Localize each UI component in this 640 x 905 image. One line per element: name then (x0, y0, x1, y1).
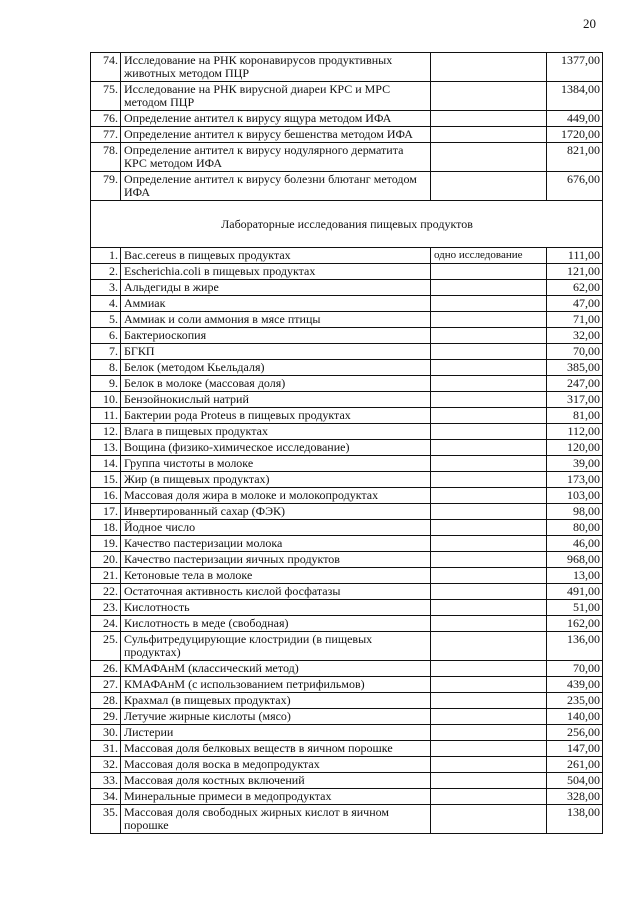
row-number: 76. (91, 111, 121, 127)
price-value: 46,00 (547, 536, 603, 552)
price-value: 247,00 (547, 376, 603, 392)
table-row (91, 584, 603, 600)
food-tests-rows (91, 248, 603, 834)
price-value: 62,00 (547, 280, 603, 296)
row-number: 15. (91, 472, 121, 488)
price-value: 80,00 (547, 520, 603, 536)
section-title: Лабораторные исследования пищевых продуктов (91, 201, 603, 248)
test-name: Кислотность в меде (свободная) (121, 616, 431, 632)
table-row (91, 172, 603, 201)
row-number: 27. (91, 677, 121, 693)
section-header (91, 201, 603, 248)
test-name: Крахмал (в пищевых продуктах) (121, 693, 431, 709)
test-name: Вощина (физико-химическое исследование) (121, 440, 431, 456)
test-name: Аммиак (121, 296, 431, 312)
price-value: 261,00 (547, 757, 603, 773)
price-value: 256,00 (547, 725, 603, 741)
unit-of-measure (431, 616, 547, 632)
row-number: 20. (91, 552, 121, 568)
price-value: 173,00 (547, 472, 603, 488)
unit-of-measure (431, 280, 547, 296)
test-name: Определение антител к вирусу бешенства методом ИФА (121, 127, 431, 143)
row-number: 16. (91, 488, 121, 504)
price-value: 32,00 (547, 328, 603, 344)
table-row (91, 280, 603, 296)
unit-of-measure (431, 536, 547, 552)
unit-of-measure (431, 677, 547, 693)
table-row (91, 440, 603, 456)
price-value: 1377,00 (547, 53, 603, 82)
unit-of-measure (431, 584, 547, 600)
table-row (91, 600, 603, 616)
row-number: 33. (91, 773, 121, 789)
unit-of-measure (431, 600, 547, 616)
row-number: 12. (91, 424, 121, 440)
unit-of-measure (431, 392, 547, 408)
row-number: 24. (91, 616, 121, 632)
unit-of-measure (431, 344, 547, 360)
unit-of-measure (431, 408, 547, 424)
price-value: 235,00 (547, 693, 603, 709)
row-number: 35. (91, 805, 121, 834)
price-value: 328,00 (547, 789, 603, 805)
unit-of-measure (431, 757, 547, 773)
table-row (91, 472, 603, 488)
table-row (91, 741, 603, 757)
test-name: Bac.cereus в пищевых продуктах (121, 248, 431, 264)
row-number: 18. (91, 520, 121, 536)
unit-of-measure (431, 440, 547, 456)
unit-of-measure: одно исследование (431, 248, 547, 264)
row-number: 19. (91, 536, 121, 552)
test-name: Йодное число (121, 520, 431, 536)
table-row (91, 616, 603, 632)
row-number: 75. (91, 82, 121, 111)
row-number: 74. (91, 53, 121, 82)
unit-of-measure (431, 328, 547, 344)
test-name: Альдегиды в жире (121, 280, 431, 296)
row-number: 32. (91, 757, 121, 773)
table-row (91, 53, 603, 82)
test-name: Инвертированный сахар (ФЭК) (121, 504, 431, 520)
table-row (91, 568, 603, 584)
test-name: Сульфитредуцирующие клостридии (в пищевых продуктах) (121, 632, 431, 661)
table-row (91, 424, 603, 440)
unit-of-measure (431, 82, 547, 111)
table-row (91, 677, 603, 693)
test-name: Массовая доля свободных жирных кислот в яичном порошке (121, 805, 431, 834)
page-number: 20 (583, 16, 596, 31)
unit-of-measure (431, 773, 547, 789)
unit-of-measure (431, 789, 547, 805)
row-number: 34. (91, 789, 121, 805)
unit-of-measure (431, 632, 547, 661)
price-value: 111,00 (547, 248, 603, 264)
unit-of-measure (431, 143, 547, 172)
table-row (91, 127, 603, 143)
price-value: 121,00 (547, 264, 603, 280)
unit-of-measure (431, 805, 547, 834)
table-row (91, 504, 603, 520)
unit-of-measure (431, 725, 547, 741)
row-number: 14. (91, 456, 121, 472)
unit-of-measure (431, 264, 547, 280)
table-row (91, 632, 603, 661)
unit-of-measure (431, 709, 547, 725)
test-name: Исследование на РНК вирусной диареи КРС и МРС методом ПЦР (121, 82, 431, 111)
row-number: 1. (91, 248, 121, 264)
row-number: 29. (91, 709, 121, 725)
veterinary-tests-rows (91, 53, 603, 201)
row-number: 11. (91, 408, 121, 424)
table-row (91, 392, 603, 408)
test-name: Качество пастеризации яичных продуктов (121, 552, 431, 568)
unit-of-measure (431, 504, 547, 520)
price-value: 821,00 (547, 143, 603, 172)
unit-of-measure (431, 53, 547, 82)
test-name: Жир (в пищевых продуктах) (121, 472, 431, 488)
price-value: 449,00 (547, 111, 603, 127)
price-value: 120,00 (547, 440, 603, 456)
table-row (91, 757, 603, 773)
row-number: 31. (91, 741, 121, 757)
table-row (91, 725, 603, 741)
table-row (91, 552, 603, 568)
test-name: Массовая доля белковых веществ в яичном порошке (121, 741, 431, 757)
test-name: Кислотность (121, 600, 431, 616)
row-number: 2. (91, 264, 121, 280)
unit-of-measure (431, 552, 547, 568)
price-value: 162,00 (547, 616, 603, 632)
test-name: Escherichia.coli в пищевых продуктах (121, 264, 431, 280)
table-row (91, 693, 603, 709)
test-name: Исследование на РНК коронавирусов продуктивных животных методом ПЦР (121, 53, 431, 82)
test-name: Массовая доля костных включений (121, 773, 431, 789)
test-name: Бактериоскопия (121, 328, 431, 344)
table-row (91, 82, 603, 111)
unit-of-measure (431, 127, 547, 143)
table-row (91, 520, 603, 536)
table-row (91, 488, 603, 504)
table-row (91, 376, 603, 392)
section-row (91, 201, 603, 248)
test-name: Летучие жирные кислоты (мясо) (121, 709, 431, 725)
price-value: 439,00 (547, 677, 603, 693)
test-name: Бактерии рода Proteus в пищевых продуктах (121, 408, 431, 424)
row-number: 13. (91, 440, 121, 456)
row-number: 77. (91, 127, 121, 143)
unit-of-measure (431, 312, 547, 328)
test-name: КМАФАнМ (с использованием петрифильмов) (121, 677, 431, 693)
price-value: 136,00 (547, 632, 603, 661)
price-value: 140,00 (547, 709, 603, 725)
row-number: 8. (91, 360, 121, 376)
price-value: 81,00 (547, 408, 603, 424)
test-name: Бензойнокислый натрий (121, 392, 431, 408)
row-number: 7. (91, 344, 121, 360)
unit-of-measure (431, 661, 547, 677)
test-name: Листерии (121, 725, 431, 741)
price-value: 491,00 (547, 584, 603, 600)
table-row (91, 661, 603, 677)
unit-of-measure (431, 456, 547, 472)
price-value: 13,00 (547, 568, 603, 584)
table-row (91, 296, 603, 312)
test-name: Группа чистоты в молоке (121, 456, 431, 472)
test-name: Белок (методом Кьельдаля) (121, 360, 431, 376)
test-name: Белок в молоке (массовая доля) (121, 376, 431, 392)
test-name: БГКП (121, 344, 431, 360)
price-value: 1720,00 (547, 127, 603, 143)
unit-of-measure (431, 172, 547, 201)
table-row (91, 360, 603, 376)
table-row (91, 328, 603, 344)
test-name: Массовая доля жира в молоке и молокопродуктах (121, 488, 431, 504)
table-row (91, 773, 603, 789)
price-value: 147,00 (547, 741, 603, 757)
row-number: 22. (91, 584, 121, 600)
unit-of-measure (431, 488, 547, 504)
row-number: 28. (91, 693, 121, 709)
unit-of-measure (431, 693, 547, 709)
unit-of-measure (431, 568, 547, 584)
unit-of-measure (431, 376, 547, 392)
price-value: 385,00 (547, 360, 603, 376)
test-name: КМАФАнМ (классический метод) (121, 661, 431, 677)
row-number: 5. (91, 312, 121, 328)
table-row (91, 248, 603, 264)
table-row (91, 408, 603, 424)
price-value: 98,00 (547, 504, 603, 520)
test-name: Определение антител к вирусу нодулярного дерматита КРС методом ИФА (121, 143, 431, 172)
test-name: Минеральные примеси в медопродуктах (121, 789, 431, 805)
test-name: Определение антител к вирусу болезни блютанг методом ИФА (121, 172, 431, 201)
table-row (91, 709, 603, 725)
row-number: 3. (91, 280, 121, 296)
price-value: 504,00 (547, 773, 603, 789)
price-value: 70,00 (547, 344, 603, 360)
test-name: Качество пастеризации молока (121, 536, 431, 552)
row-number: 30. (91, 725, 121, 741)
row-number: 10. (91, 392, 121, 408)
test-name: Остаточная активность кислой фосфатазы (121, 584, 431, 600)
price-value: 51,00 (547, 600, 603, 616)
test-name: Массовая доля воска в медопродуктах (121, 757, 431, 773)
row-number: 21. (91, 568, 121, 584)
price-value: 317,00 (547, 392, 603, 408)
table-row (91, 264, 603, 280)
price-value: 103,00 (547, 488, 603, 504)
row-number: 17. (91, 504, 121, 520)
price-value: 47,00 (547, 296, 603, 312)
row-number: 25. (91, 632, 121, 661)
price-value: 39,00 (547, 456, 603, 472)
row-number: 79. (91, 172, 121, 201)
unit-of-measure (431, 296, 547, 312)
unit-of-measure (431, 360, 547, 376)
table-row (91, 344, 603, 360)
price-value: 71,00 (547, 312, 603, 328)
row-number: 6. (91, 328, 121, 344)
row-number: 9. (91, 376, 121, 392)
unit-of-measure (431, 424, 547, 440)
table-row (91, 456, 603, 472)
table-row (91, 789, 603, 805)
unit-of-measure (431, 111, 547, 127)
price-value: 70,00 (547, 661, 603, 677)
price-value: 112,00 (547, 424, 603, 440)
table-row (91, 143, 603, 172)
row-number: 4. (91, 296, 121, 312)
price-value: 1384,00 (547, 82, 603, 111)
table-row (91, 111, 603, 127)
price-value: 676,00 (547, 172, 603, 201)
test-name: Аммиак и соли аммония в мясе птицы (121, 312, 431, 328)
price-table (90, 52, 603, 834)
table-row (91, 536, 603, 552)
unit-of-measure (431, 472, 547, 488)
test-name: Кетоновые тела в молоке (121, 568, 431, 584)
table-row (91, 312, 603, 328)
row-number: 26. (91, 661, 121, 677)
test-name: Влага в пищевых продуктах (121, 424, 431, 440)
unit-of-measure (431, 520, 547, 536)
row-number: 78. (91, 143, 121, 172)
price-value: 138,00 (547, 805, 603, 834)
row-number: 23. (91, 600, 121, 616)
price-value: 968,00 (547, 552, 603, 568)
table-row (91, 805, 603, 834)
test-name: Определение антител к вирусу ящура методом ИФА (121, 111, 431, 127)
unit-of-measure (431, 741, 547, 757)
